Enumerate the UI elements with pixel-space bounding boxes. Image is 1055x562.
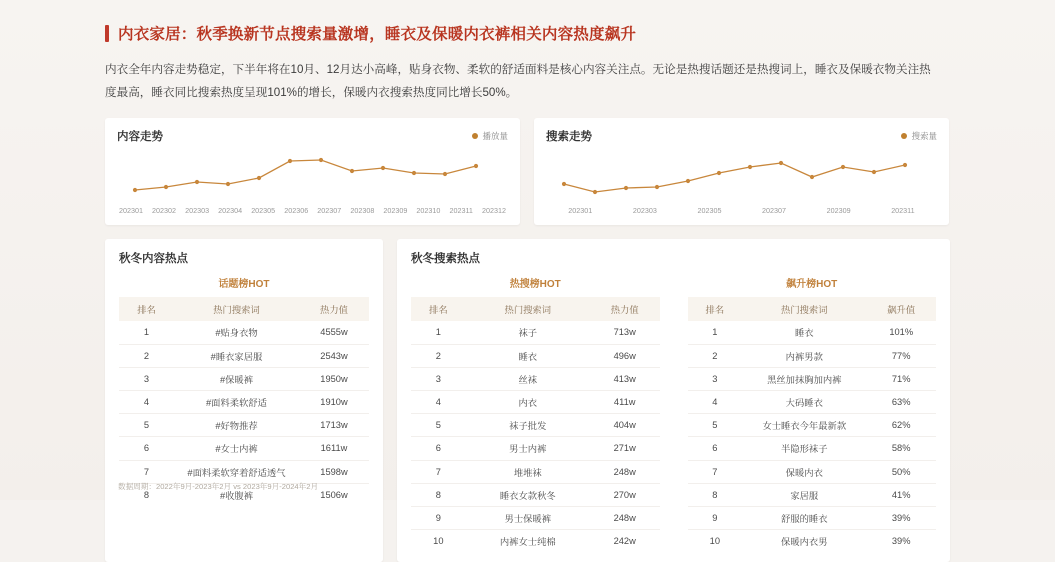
legend-dot-icon: [472, 133, 478, 139]
search-hot-table: [411, 297, 660, 552]
search-trend-legend: [901, 130, 937, 142]
cell-value: 58%: [866, 437, 936, 460]
cell-keyword: #睡衣家居服: [174, 344, 299, 367]
table-row: [411, 460, 660, 483]
rising-hot-table: [688, 297, 937, 552]
table-row: [119, 321, 369, 344]
cell-rank: 4: [119, 390, 174, 413]
search-trend-legend-label: 搜索量: [911, 131, 937, 142]
cell-value: 1598w: [299, 460, 369, 483]
cell-keyword: 男士内裤: [466, 437, 590, 460]
cell-keyword: #收腹裤: [219, 490, 254, 501]
content-trend-legend-label: 播放量: [482, 131, 508, 142]
x-tick: 202306: [284, 206, 309, 216]
cell-keyword: #面料柔软穿着舒适透气: [174, 460, 299, 483]
content-trend-title: 内容走势: [117, 131, 163, 144]
cell-value: 248w: [590, 506, 660, 529]
tables-row: [105, 239, 950, 562]
x-tick: 202301: [119, 206, 143, 216]
cell-rank: 5: [688, 414, 743, 437]
cell-value: 270w: [590, 483, 660, 506]
legend-dot-icon: [901, 133, 907, 139]
cell-value: 1506w: [320, 489, 348, 500]
x-tick: 202305: [251, 206, 276, 216]
table-row: [411, 367, 660, 390]
cell-rank: 1: [688, 321, 743, 344]
cell-rank: 9: [411, 506, 466, 529]
table-row: [411, 414, 660, 437]
col-rank: 排名: [119, 297, 174, 321]
cell-keyword: 睡衣女款秋冬: [466, 483, 590, 506]
cell-keyword: #贴身衣物: [174, 321, 299, 344]
x-tick: 202304: [218, 206, 243, 216]
cell-keyword: 内衣: [466, 390, 590, 413]
table-row: [688, 367, 937, 390]
cell-value: 413w: [590, 367, 660, 390]
col-keyword: 热门搜索词: [742, 297, 866, 321]
x-tick: 202303: [185, 206, 210, 216]
search-trend-plot: [546, 146, 937, 206]
cell-value: 411w: [590, 390, 660, 413]
cell-keyword: 袜子: [466, 321, 590, 344]
x-tick: 202307: [762, 206, 787, 216]
col-rank: 排名: [411, 297, 466, 321]
content-trend-header: [117, 128, 508, 144]
table-row: [411, 344, 660, 367]
tab-search-hot[interactable]: 热搜榜HOT: [509, 279, 561, 291]
cell-value: 4555w: [299, 321, 369, 344]
x-tick: 202307: [317, 206, 342, 216]
cell-keyword: 堆堆袜: [466, 460, 590, 483]
content-hot-table: [119, 297, 369, 506]
cell-keyword: #女士内裤: [174, 437, 299, 460]
summary-paragraph: 内衣全年内容走势稳定，下半年将在10月、12月达小高峰，贴身衣物、柔软的舒适面料是核心内容关注点。无论是热搜话题还是热搜词上，睡衣及保暖衣物关注热度最高，睡衣同比搜索热度呈现101%的增长，保暖内衣搜索热度同比增长50%。: [105, 63, 931, 100]
cell-value: 63%: [866, 390, 936, 413]
cell-value: 50%: [866, 460, 936, 483]
cell-value: 713w: [590, 321, 660, 344]
table-row: [411, 321, 660, 344]
cell-value: 2543w: [299, 344, 369, 367]
cell-rank: 3: [411, 367, 466, 390]
cell-keyword: 睡衣: [742, 321, 866, 344]
table-header-row: [688, 297, 937, 321]
cell-value: 404w: [590, 414, 660, 437]
x-tick: 202308: [350, 206, 375, 216]
x-tick: 202302: [152, 206, 177, 216]
cell-rank: 4: [688, 390, 743, 413]
table-row: [411, 530, 660, 553]
col-keyword: 热门搜索词: [174, 297, 299, 321]
cell-value: 41%: [866, 483, 936, 506]
search-hot-tabs: [397, 275, 950, 552]
cell-keyword: 半隐形袜子: [742, 437, 866, 460]
table-row: [688, 460, 937, 483]
cell-keyword: #面料柔软舒适: [174, 390, 299, 413]
cell-rank: 6: [688, 437, 743, 460]
content-trend-chart-card: [105, 118, 520, 225]
content-hot-title: 秋冬内容热点: [119, 253, 188, 266]
table-row: [688, 506, 937, 529]
charts-row: [105, 118, 950, 225]
cell-rank: 3: [119, 367, 174, 390]
cell-value: 1713w: [299, 414, 369, 437]
cell-value: 248w: [590, 460, 660, 483]
cell-rank: 1: [119, 321, 174, 344]
cell-keyword: 舒服的睡衣: [742, 506, 866, 529]
cell-keyword: #好物推荐: [174, 414, 299, 437]
title-text: 内衣家居：秋季换新节点搜索量激增，睡衣及保暖内衣裤相关内容热度飙升: [118, 26, 637, 43]
x-tick: 202310: [416, 206, 441, 216]
cell-keyword: 内裤女士纯棉: [499, 537, 556, 548]
x-tick: 202305: [697, 206, 722, 216]
col-value: 热力值: [590, 297, 660, 321]
cell-keyword: 睡衣: [466, 344, 590, 367]
table-row: [119, 390, 369, 413]
cell-rank: 8: [688, 483, 743, 506]
cell-keyword: 内裤男款: [742, 344, 866, 367]
cell-rank: 8: [411, 483, 466, 506]
search-trend-xaxis: [546, 206, 937, 215]
table-row: [119, 460, 369, 483]
content-trend-plot: [117, 146, 508, 206]
cell-keyword: 保暖内衣男: [781, 537, 828, 548]
table-row: [688, 483, 937, 506]
title-accent-bar: [105, 25, 109, 42]
table-header-row: [119, 297, 369, 321]
table-row: [411, 483, 660, 506]
cell-rank: 7: [411, 460, 466, 483]
cell-rank: 2: [411, 344, 466, 367]
cell-rank: 6: [119, 437, 174, 460]
cell-value: 496w: [590, 344, 660, 367]
content-hot-tabs: [105, 275, 383, 506]
search-hot-title: 秋冬搜索热点: [411, 253, 480, 266]
col-value: 飙升值: [866, 297, 936, 321]
x-tick: 202312: [481, 206, 506, 216]
x-tick: 202303: [632, 206, 657, 216]
tab-topic-hot[interactable]: 话题榜HOT: [218, 279, 270, 291]
cell-value: 1611w: [299, 437, 369, 460]
table-row: [119, 367, 369, 390]
cell-rank: 9: [688, 506, 743, 529]
col-keyword: 热门搜索词: [466, 297, 590, 321]
cell-value: 71%: [866, 367, 936, 390]
cell-rank: 1: [411, 321, 466, 344]
cell-value: 242w: [613, 536, 636, 547]
tab-rising-hot[interactable]: 飙升榜HOT: [786, 279, 838, 291]
table-row: [688, 390, 937, 413]
x-tick: 202311: [449, 206, 473, 216]
cell-value: 62%: [866, 414, 936, 437]
cell-value: 39%: [866, 506, 936, 529]
cell-rank: 4: [411, 390, 466, 413]
search-hot-card: [397, 239, 950, 562]
cell-keyword: 大码睡衣: [742, 390, 866, 413]
col-rank: 排名: [688, 297, 743, 321]
cell-value: 39%: [891, 536, 911, 547]
cell-keyword: 黑丝加抹胸加内裤: [742, 367, 866, 390]
cell-value: 77%: [866, 344, 936, 367]
search-hot-left-block: [397, 275, 674, 552]
x-tick: 202311: [891, 206, 915, 216]
footnote: 数据周期：2022年9月-2023年2月 vs 2023年9月-2024年2月: [118, 482, 319, 491]
search-trend-title: 搜索走势: [546, 131, 592, 144]
table-row: [411, 437, 660, 460]
cell-keyword: 丝袜: [466, 367, 590, 390]
page-title: [105, 22, 950, 44]
table-row: [688, 344, 937, 367]
col-value: 热力值: [299, 297, 369, 321]
cell-rank: 5: [411, 414, 466, 437]
content-hot-card: [105, 239, 383, 562]
content-trend-xaxis: [117, 206, 508, 215]
search-trend-chart-card: [534, 118, 949, 225]
x-tick: 202309: [383, 206, 408, 216]
content-trend-legend: [472, 130, 508, 142]
cell-rank: 6: [411, 437, 466, 460]
x-tick: 202309: [826, 206, 851, 216]
cell-rank: 2: [688, 344, 743, 367]
cell-keyword: 保暖内衣: [742, 460, 866, 483]
cell-keyword: 女士睡衣今年最新款: [742, 414, 866, 437]
table-row: [688, 414, 937, 437]
cell-value: 1950w: [299, 367, 369, 390]
x-tick: 202301: [568, 206, 593, 216]
table-row: [688, 530, 937, 553]
cell-keyword: #保暖裤: [174, 367, 299, 390]
table-row: [411, 390, 660, 413]
cell-value: 1910w: [299, 390, 369, 413]
cell-keyword: 袜子批发: [466, 414, 590, 437]
cell-value: 101%: [866, 321, 936, 344]
cell-rank: 8: [143, 489, 150, 500]
cell-rank: 7: [119, 460, 174, 483]
table-row: [688, 321, 937, 344]
cell-keyword: 男士保暖裤: [466, 506, 590, 529]
table-row: [119, 414, 369, 437]
cell-rank: 10: [709, 536, 720, 547]
table-row: [119, 437, 369, 460]
search-trend-header: [546, 128, 937, 144]
cell-rank: 10: [433, 536, 444, 547]
cell-rank: 2: [119, 344, 174, 367]
cell-rank: 3: [688, 367, 743, 390]
table-row: [411, 506, 660, 529]
cell-rank: 5: [119, 414, 174, 437]
content-hot-topic-block: [105, 275, 383, 506]
cell-value: 271w: [590, 437, 660, 460]
cell-keyword: 家居服: [742, 483, 866, 506]
table-header-row: [411, 297, 660, 321]
table-row: [688, 437, 937, 460]
cell-rank: 7: [688, 460, 743, 483]
search-hot-right-block: [674, 275, 951, 552]
table-row: [119, 344, 369, 367]
